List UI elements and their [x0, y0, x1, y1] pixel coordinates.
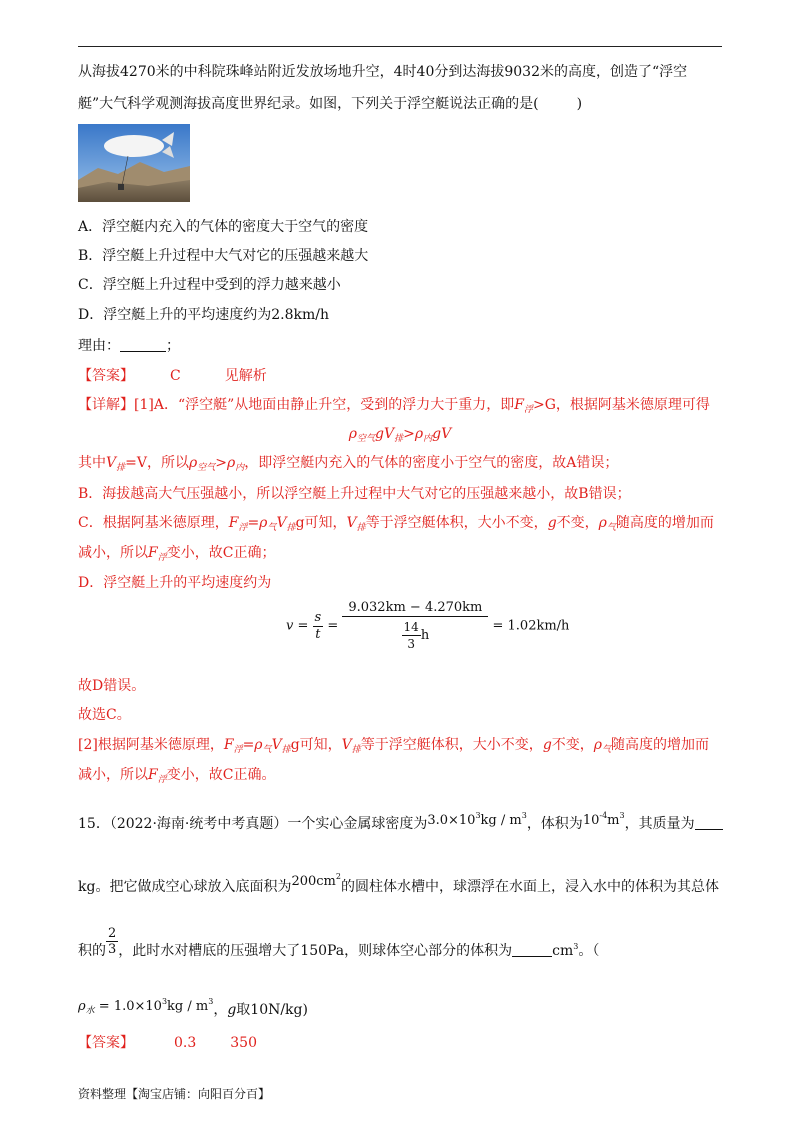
detail-line3: B．海拔越高大气压强越小，所以浮空艇上升过程中大气对它的压强越来越小，故B错误；: [78, 486, 631, 502]
reason-line: [78, 336, 180, 356]
detail-line2: 其中$V_排=V$，所以$\rho_{空气}>\rho_内$，即浮空艇内充入的气体的密度小于空气的密度，故A错误；: [78, 455, 619, 473]
answer-note: 见解析: [224, 368, 267, 384]
q15-blank-hollow: [512, 942, 552, 957]
q15-answer-line: [78, 1033, 257, 1053]
speed-main-fraction: 9.032km − 4.270km $\frac{14}{3}$ h: [342, 600, 488, 652]
q15-line2: kg。把它做成空心球放入底面积为$200cm^2$的圆柱体水槽中，球漂浮在水面上，浸入水中的体积为其总体: [78, 872, 719, 895]
answer-label: 【答案】: [78, 368, 134, 384]
header-rule: [78, 46, 722, 47]
q15-answer-1: 0.3: [174, 1035, 197, 1051]
q14-stem-line2: [78, 94, 582, 114]
detail-line10: 减小，所以$F_浮$变小，故C正确。: [78, 767, 276, 785]
detail-line9: [2]根据阿基米德原理，$F_浮=\rho_气V_排g$可知，$V_排$等于浮空艇体积，大小不变，g不变，$\rho_气$随高度的增加而: [78, 737, 710, 755]
speed-s-over-t: $\frac{s}{t}$: [314, 609, 322, 642]
q14-stem-text: 艇”大气科学观测海拔高度世界纪录。如图，下列关于浮空艇说法正确的是(: [78, 96, 539, 112]
q15-line1: 15．（2022·海南·统考中考真题）一个实心金属球密度为$3.0\times 10^3kg / m^3$，体积为$10^{-4}m^3$，其质量为: [78, 806, 723, 834]
q14-answer-line: [78, 366, 267, 386]
q14-stem-paren: ): [576, 96, 583, 112]
detail-line6: D．浮空艇上升的平均速度约为: [78, 575, 272, 591]
reason-end: ；: [166, 338, 180, 354]
speed-equation: v = $\frac{s}{t}$ = 9.032km − 4.270km $\frac{14}{3}$ h = 1.02km/h: [286, 600, 570, 651]
airship-photo: [78, 124, 190, 202]
speed-v: v =: [286, 618, 313, 634]
reason-blank: [120, 337, 166, 352]
reason-label: 理由：: [78, 338, 120, 354]
option-c: C．浮空艇上升过程中受到的浮力越来越小: [78, 277, 341, 293]
formula-buoyancy: $\rho_{空气}gV_排>\rho_内gV$: [348, 426, 452, 444]
speed-result: = 1.02km/h: [492, 618, 570, 634]
q15-blank-mass: [695, 815, 723, 830]
footer-source: 资料整理【淘宝店铺：向阳百分百】: [78, 1087, 271, 1101]
detail-line5: 减小，所以$F_浮$变小，故C正确；: [78, 545, 276, 563]
option-b: B．浮空艇上升过程中大气对它的压强越来越大: [78, 248, 369, 264]
q15-answer-2: 350: [230, 1035, 257, 1051]
answer-value: C: [170, 368, 181, 384]
q14-stem-line1: 从海拔4270米的中科院珠峰站附近发放场地升空，4时40分到达海拔9032米的高度，创造了“浮空: [78, 64, 688, 80]
q15-line4: $\rho_水 = 1.0\times 10^3kg / m^3$，g取10N/kg): [78, 997, 308, 1018]
detail-line1: 【详解】[1]A．“浮空艇”从地面由静止升空，受到的浮力大于重力，即$F_浮>G$，根据阿基米德原理可得: [78, 397, 710, 415]
option-a: A．浮空艇内充入的气体的密度大于空气的密度: [78, 219, 369, 235]
option-d: D．浮空艇上升的平均速度约为2.8km/h: [78, 307, 329, 323]
detail-line4: C．根据阿基米德原理，$F_浮=\rho_气V_排g$可知，$V_排$等于浮空艇体积，大小不变，g不变，$\rho_气$随高度的增加而: [78, 515, 714, 533]
detail-line7: 故D错误。: [78, 678, 146, 694]
q15-line3: 积的 $\frac{2}{3}$ ，此时水对槽底的压强增大了150Pa，则球体空心部分的体积为 $cm^3$。（: [78, 926, 600, 959]
q15-answer-label: 【答案】: [78, 1035, 134, 1051]
detail-line8: 故选C。: [78, 707, 131, 723]
